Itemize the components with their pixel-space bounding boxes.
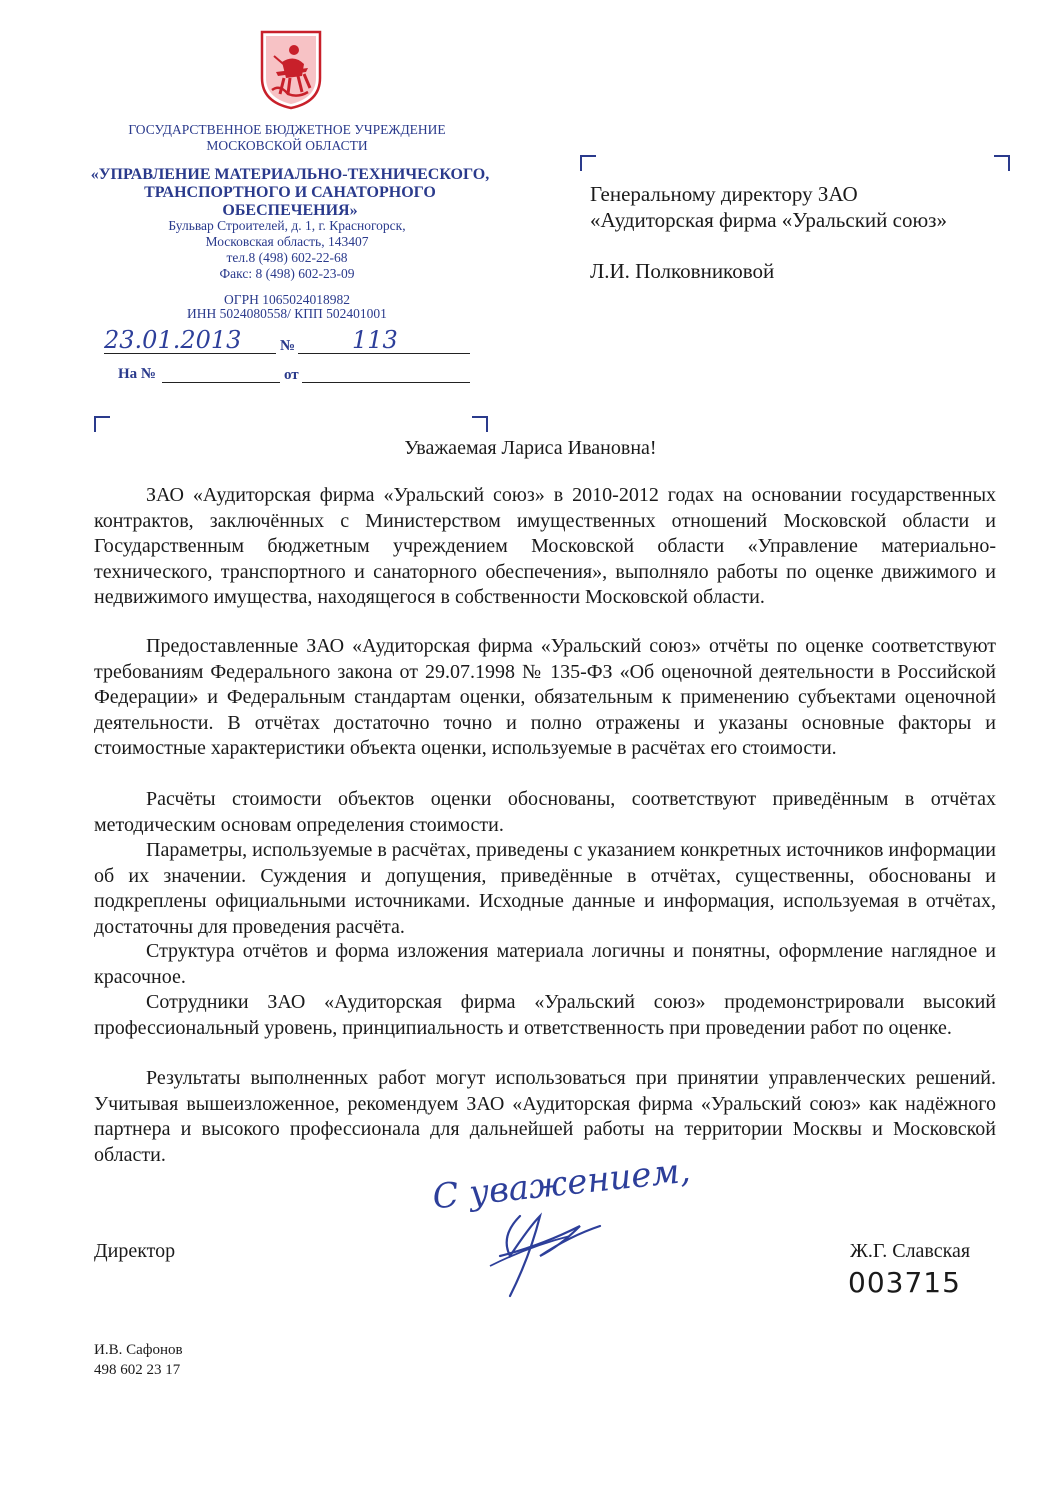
from-underline bbox=[302, 381, 470, 383]
stamp-number: 003715 bbox=[848, 1266, 961, 1299]
number-label: № bbox=[280, 338, 296, 354]
performer-phone: 498 602 23 17 bbox=[94, 1362, 181, 1378]
recipient-name: Л.И. Полковниковой bbox=[590, 259, 775, 283]
subject-corner-top-left bbox=[94, 416, 110, 432]
institution-line-2: МОСКОВСКОЙ ОБЛАСТИ bbox=[206, 138, 368, 153]
recipient-line-2: «Аудиторская фирма «Уральский союз» bbox=[590, 208, 947, 232]
signer-name: Ж.Г. Славская bbox=[850, 1240, 971, 1262]
body-paragraph-5: Структура отчётов и форма изложения материала логичны и понятны, оформление наглядное и красочное. bbox=[94, 940, 996, 988]
date-handwritten: 23.01.2013 bbox=[104, 326, 242, 354]
coat-of-arms-emblem bbox=[258, 28, 324, 110]
fax-line: Факс: 8 (498) 602-23-09 bbox=[219, 266, 355, 281]
address-line-1: Бульвар Строителей, д. 1, г. Красногорск, bbox=[168, 218, 406, 233]
salutation: Уважаемая Лариса Ивановна! bbox=[404, 437, 657, 459]
institution-line-1: ГОСУДАРСТВЕННОЕ БЮДЖЕТНОЕ УЧРЕЖДЕНИЕ bbox=[128, 122, 446, 137]
recipient-corner-top-left bbox=[580, 155, 596, 171]
reference-label: На № bbox=[118, 366, 156, 382]
from-label: от bbox=[284, 367, 299, 383]
address-line-2: Московская область, 143407 bbox=[205, 234, 369, 249]
recipient-line-1: Генеральному директору ЗАО bbox=[590, 182, 858, 206]
signer-position: Директор bbox=[94, 1240, 176, 1262]
recipient-corner-top-right bbox=[994, 155, 1010, 171]
body-paragraph-4: Параметры, используемые в расчётах, приведены с указанием конкретных источников информации об их значении. Суждения и допущения, приведённые в отчётах, существенны, обоснованы и подкреплены официальными источниками. Исходные данные и информация, используемая в отчётах, достаточны для проведения расчёта. bbox=[94, 839, 996, 938]
performer-name: И.В. Сафонов bbox=[94, 1342, 183, 1358]
inn-kpp-line: ИНН 5024080558/ КПП 502401001 bbox=[187, 306, 387, 321]
signature-scribble bbox=[470, 1196, 620, 1306]
number-handwritten: 113 bbox=[352, 326, 398, 354]
body-paragraph-2: Предоставленные ЗАО «Аудиторская фирма «Уральский союз» отчёты по оценке соответствуют требованиям Федерального закона от 29.07.1998 № 135-ФЗ «Об оценочной деятельности в Российской Федерации» и Федеральным стандартам оценки, обязательным к применению субъектами оценочной деятельности. В отчётах достаточно точно и полно отражены и указаны основные факторы и стоимостные характеристики объекта оценки, используемые в расчётах его стоимости. bbox=[94, 635, 996, 760]
reference-underline bbox=[162, 381, 280, 383]
body-paragraph-7: Результаты выполненных работ могут использоваться при принятии управленческих решений. Учитывая вышеизложенное, рекомендуем ЗАО «Аудиторская фирма «Уральский союз» как надёжного партнера и высокого профессионала для дальнейшей работы на территории Москвы и Московской области. bbox=[94, 1067, 996, 1166]
institution-name-line-2: ТРАНСПОРТНОГО И САНАТОРНОГО ОБЕСПЕЧЕНИЯ» bbox=[144, 184, 436, 219]
body-paragraph-6: Сотрудники ЗАО «Аудиторская фирма «Уральский союз» продемонстрировали высокий профессиональный уровень, принципиальность и ответственность при проведении работ по оценке. bbox=[94, 991, 996, 1039]
body-paragraph-3: Расчёты стоимости объектов оценки обоснованы, соответствуют приведённым в отчётах методическим основам определения стоимости. bbox=[94, 788, 996, 836]
phone-line: тел.8 (498) 602-22-68 bbox=[226, 250, 348, 265]
body-paragraph-1: ЗАО «Аудиторская фирма «Уральский союз» в 2010-2012 годах на основании государственных контрактов, заключённых с Министерством имущественных отношений Московской области и Государственным бюджетным учреждением Московской области «Управление материально-технического, транспортного и санаторного обеспечения», выполняло работы по оценке движимого и недвижимого имущества, находящегося в собственности Московской области. bbox=[94, 484, 996, 609]
institution-name-line-1: «УПРАВЛЕНИЕ МАТЕРИАЛЬНО-ТЕХНИЧЕСКОГО, bbox=[90, 166, 490, 183]
handwritten-closing: С уважением, bbox=[430, 1150, 693, 1218]
subject-corner-top-right bbox=[472, 416, 488, 432]
ogrn-line: ОГРН 1065024018982 bbox=[224, 292, 350, 307]
